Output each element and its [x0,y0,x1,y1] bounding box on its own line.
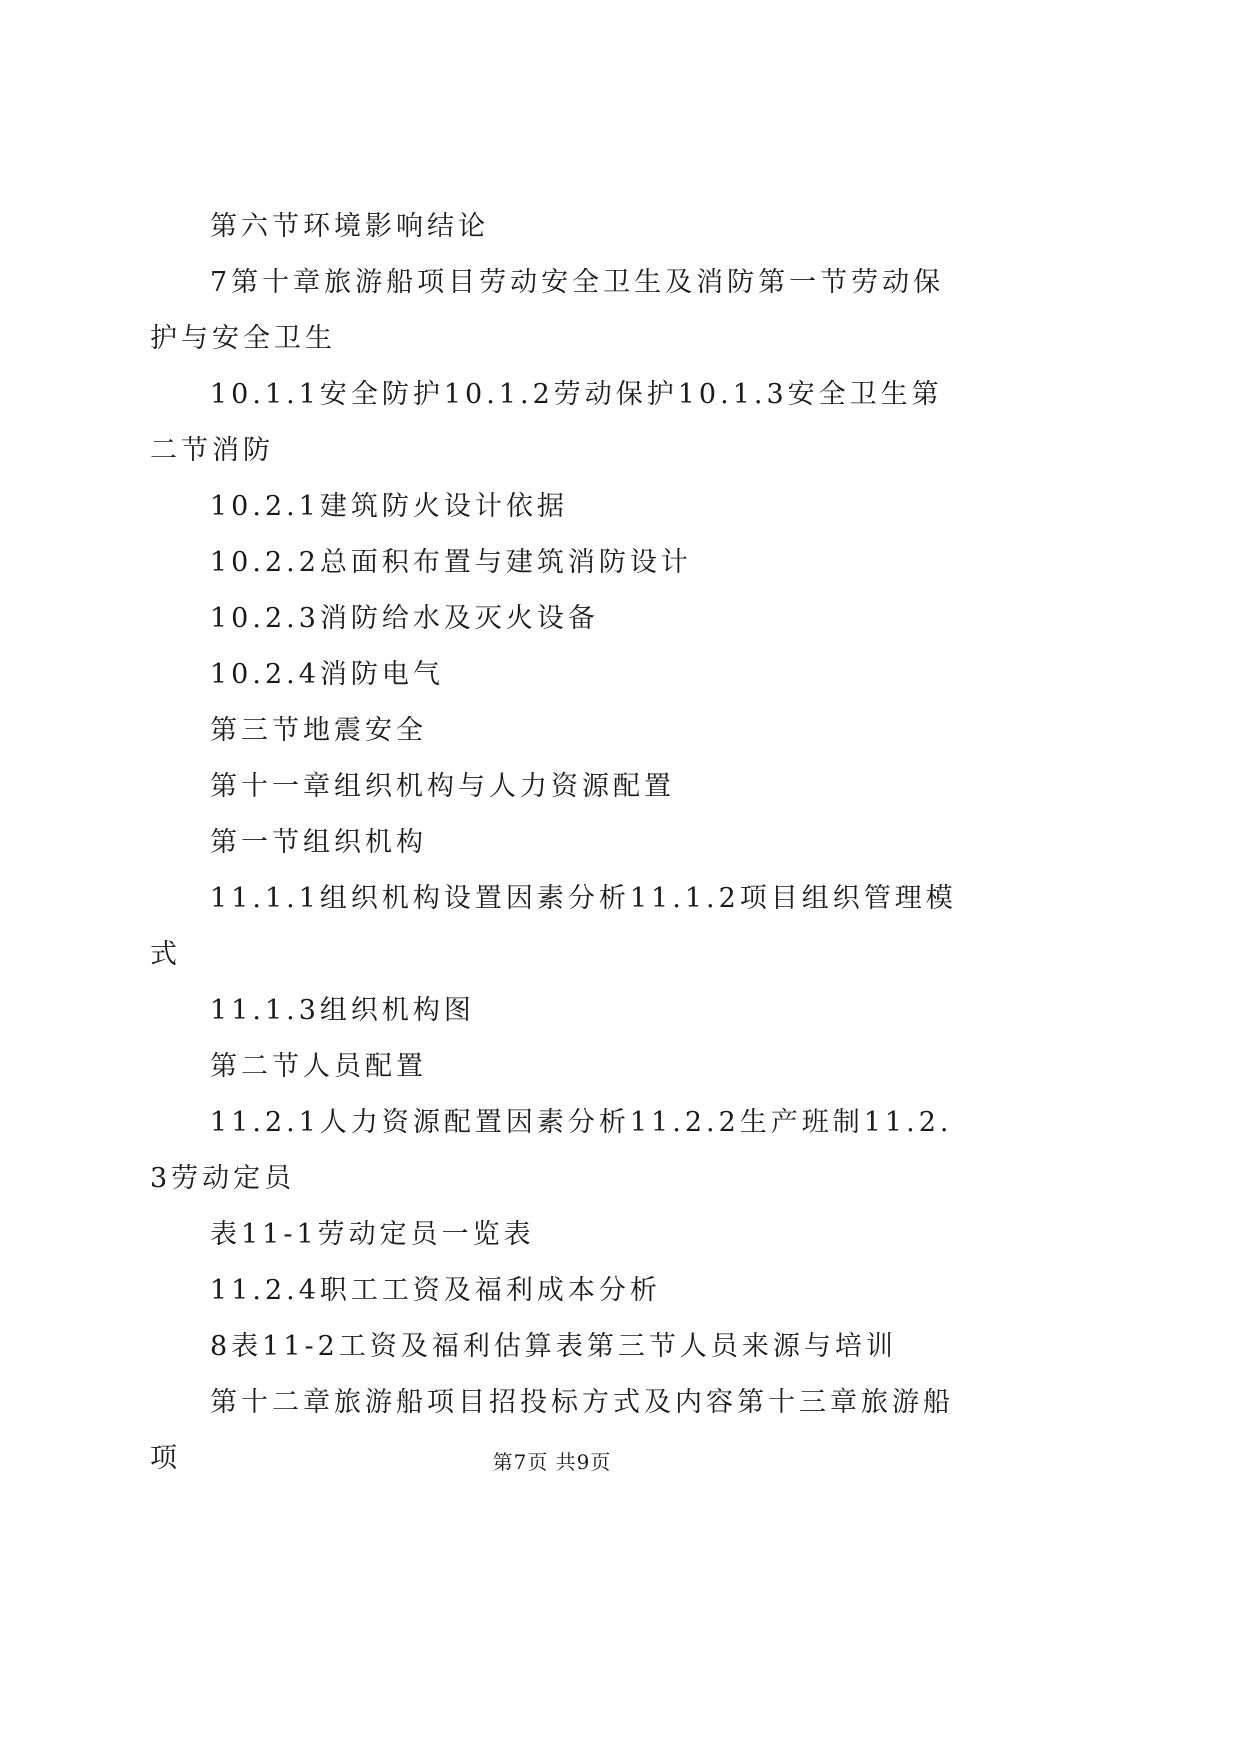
paragraph-11-1-items: 11.1.1组织机构设置因素分析11.1.2项目组织管理模式 [150,883,957,970]
paragraph-section-3-earthquake: 第三节地震安全 [210,715,427,746]
paragraph-section-1-organization: 第一节组织机构 [210,827,427,858]
document-body [150,199,970,1487]
paragraph-section-2-staffing: 第二节人员配置 [210,1051,427,1082]
paragraph-table-11-1: 表11-1劳动定员一览表 [210,1219,535,1250]
paragraph-chapter-10-heading: 7第十章旅游船项目劳动安全卫生及消防第一节劳动保护与安全卫生 [150,267,945,354]
paragraph-11-2-4: 11.2.4职工工资及福利成本分析 [210,1275,661,1306]
paragraph-10-2-1: 10.2.1建筑防火设计依据 [210,491,568,522]
paragraph-10-1-items: 10.1.1安全防护10.1.2劳动保护10.1.3安全卫生第二节消防 [150,379,943,466]
page-number-footer: 第7页 共9页 [492,1450,612,1474]
paragraph-10-2-3: 10.2.3消防给水及灭火设备 [210,603,599,634]
paragraph-table-11-2: 8表11-2工资及福利估算表第三节人员来源与培训 [210,1331,897,1362]
paragraph-section-6-environment-conclusion: 第六节环境影响结论 [210,211,489,242]
paragraph-chapter-11-heading: 第十一章组织机构与人力资源配置 [210,771,675,802]
paragraph-chapter-12-13: 第十二章旅游船项目招投标方式及内容第十三章旅游船项 [150,1387,954,1474]
paragraph-11-1-3: 11.1.3组织机构图 [210,995,475,1026]
paragraph-10-2-4: 10.2.4消防电气 [210,659,444,690]
paragraph-10-2-2: 10.2.2总面积布置与建筑消防设计 [210,547,692,578]
paragraph-11-2-items: 11.2.1人力资源配置因素分析11.2.2生产班制11.2.3劳动定员 [150,1107,953,1194]
